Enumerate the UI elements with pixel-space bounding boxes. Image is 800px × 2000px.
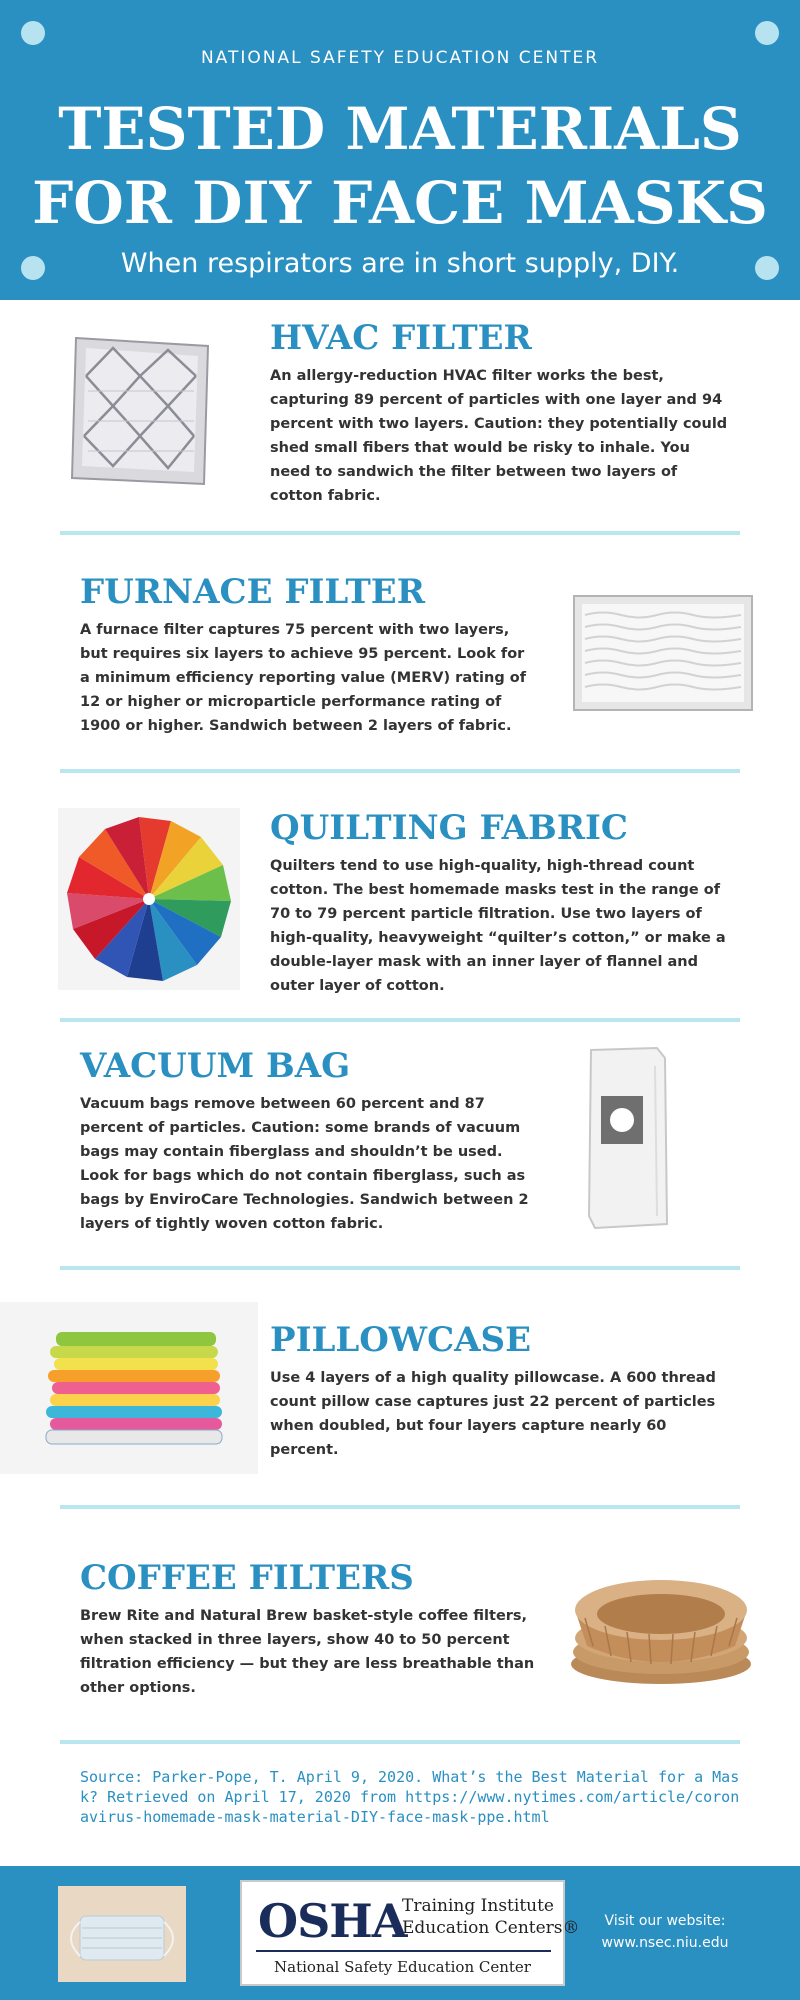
section-divider <box>60 1266 740 1270</box>
section-title-furnace: FURNACE FILTER <box>80 572 425 612</box>
header-banner <box>0 0 800 300</box>
osha-wordmark: OSHA <box>258 1894 407 1948</box>
website-block <box>580 1910 750 1954</box>
section-body-hvac: An allergy-reduction HVAC filter works the best, capturing 89 percent of particles with one layer and 94 percent with two layers. Caution: they potentially could shed small fibers that would be risky to inhale. You need to sandwich the filter between two layers of cotton fabric. <box>270 368 728 504</box>
hvac-filter-photo <box>68 336 210 486</box>
coffee-filters-photo <box>565 1560 755 1690</box>
furnace-filter-photo <box>573 595 753 711</box>
section-title-vacuum: VACUUM BAG <box>80 1046 351 1086</box>
website-link[interactable]: www.nsec.niu.edu <box>601 1935 729 1951</box>
osha-logo <box>240 1880 580 1986</box>
section-body-quilting: Quilters tend to use high-quality, high-thread count cotton. The best homemade masks test in the range of 70 to 79 percent particle filtration. Use two layers of high-quality, heavyweight “quilter’s cotton,” or make a double-layer mask with an inner layer of flannel and outer layer of cotton. <box>270 858 726 994</box>
decorative-dot <box>755 21 779 45</box>
section-title-hvac: HVAC FILTER <box>270 318 532 358</box>
visit-label: Visit our website: <box>604 1913 726 1929</box>
section-title-coffee: COFFEE FILTERS <box>80 1558 414 1598</box>
section-body-coffee: Brew Rite and Natural Brew basket-style coffee filters, when stacked in three layers, show 40 to 50 percent filtration efficiency — but they are less breathable than other options. <box>80 1608 535 1696</box>
section-divider <box>60 1740 740 1744</box>
section-divider <box>60 769 740 773</box>
quilting-fabric-photo <box>58 808 240 990</box>
org-name: NATIONAL SAFETY EDUCATION CENTER <box>200 48 600 68</box>
page-subtitle: When respirators are in short supply, DIY. <box>120 248 680 279</box>
section-divider <box>60 1505 740 1509</box>
logo-divider <box>256 1950 551 1952</box>
title-line-2: FOR DIY FACE MASKS <box>32 169 768 237</box>
face-mask-photo <box>58 1886 186 1982</box>
source-citation: Source: Parker-Pope, T. April 9, 2020. What’s the Best Material for a Mask? Retrieved on April 17, 2020 from https://www.nytimes.com/article/coronavirus-homemade-mask-material-DIY-face-mask-ppe.html <box>80 1768 740 1826</box>
section-body-pillowcase: Use 4 layers of a high quality pillowcase. A 600 thread count pillow case captures just 22 percent of particles when doubled, but four layers capture nearly 60 percent. <box>270 1370 716 1458</box>
section-body-furnace: A furnace filter captures 75 percent with two layers, but requires six layers to achieve 95 percent. Look for a minimum efficiency reporting value (MERV) rating of 12 or higher or microparticle performance rating of 1900 or higher. Sandwich between 2 layers of fabric. <box>80 622 527 734</box>
section-divider <box>60 531 740 535</box>
osha-logo-line-2: Education Centers® <box>402 1918 580 1938</box>
vacuum-bag-photo <box>585 1046 671 1230</box>
section-title-quilting: QUILTING FABRIC <box>270 808 628 848</box>
section-title-pillowcase: PILLOWCASE <box>270 1320 531 1360</box>
decorative-dot <box>21 21 45 45</box>
section-divider <box>60 1018 740 1022</box>
osha-logo-org: National Safety Education Center <box>274 1958 531 1976</box>
pillowcase-stack-photo <box>0 1302 258 1474</box>
footer-banner <box>0 1866 800 2000</box>
section-body-vacuum: Vacuum bags remove between 60 percent and 87 percent of particles. Caution: some brands of vacuum bags may contain fiberglass and shouldn’t be used. Look for bags which do not contain fiberglass, such as bags by EnviroCare Technologies. Sandwich between 2 layers of tightly woven cotton fabric. <box>80 1096 529 1232</box>
title-line-1: TESTED MATERIALS <box>58 95 742 163</box>
page-title <box>0 92 800 240</box>
osha-logo-line-1: Training Institute <box>402 1896 554 1916</box>
